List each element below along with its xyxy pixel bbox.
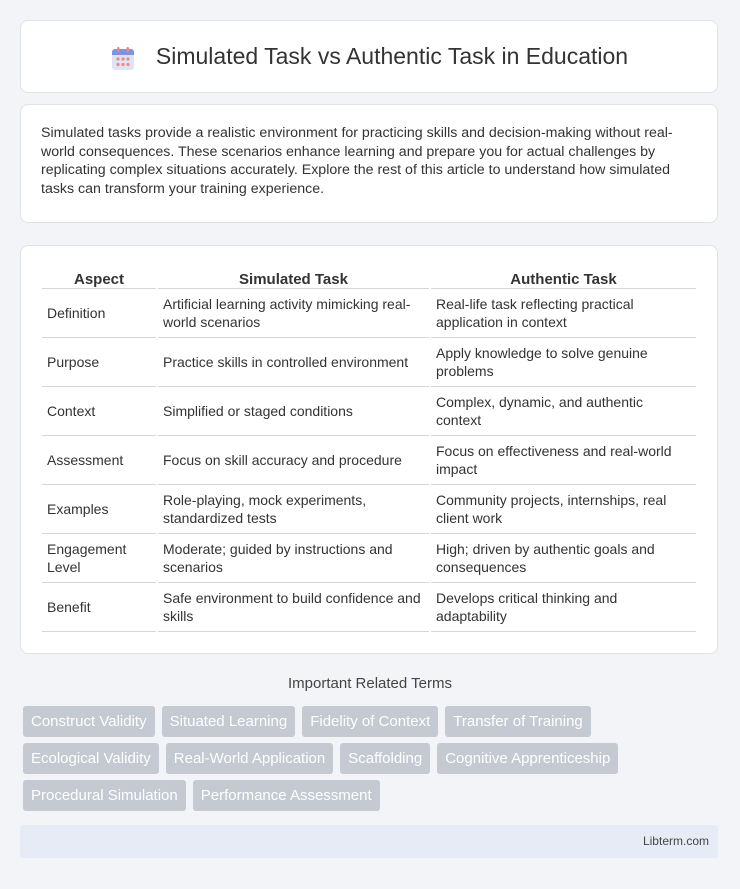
- row-simulated: Practice skills in controlled environment: [158, 338, 429, 387]
- table-row: [42, 534, 696, 583]
- row-simulated: Safe environment to build confidence and skills: [158, 583, 429, 632]
- row-authentic: High; driven by authentic goals and consequences: [431, 534, 696, 583]
- footer-link[interactable]: Libterm.com: [642, 834, 709, 848]
- row-authentic: Community projects, internships, real client work: [431, 485, 696, 534]
- intro-card: [20, 104, 718, 223]
- row-authentic: Complex, dynamic, and authentic context: [431, 387, 696, 436]
- tag-procedural-simulation[interactable]: Procedural Simulation: [23, 780, 186, 811]
- tag-situated-learning[interactable]: Situated Learning: [162, 706, 296, 737]
- intro-text: Simulated tasks provide a realistic environment for practicing skills and decision-making without real-world consequences. These scenarios enhance learning and prepare you for actual challenges by replicating complex situations accurately. Explore the rest of this article to understand how simulated tasks can transform your training experience.: [41, 125, 673, 197]
- row-aspect: Benefit: [42, 583, 156, 632]
- tag-transfer-of-training[interactable]: Transfer of Training: [445, 706, 591, 737]
- row-aspect: Context: [42, 387, 156, 436]
- related-terms-title: Important Related Terms: [288, 675, 452, 692]
- table-header-row: [42, 266, 696, 289]
- table-row: [42, 338, 696, 387]
- row-simulated: Simplified or staged conditions: [158, 387, 429, 436]
- header-simulated-task: Simulated Task: [158, 266, 429, 289]
- related-terms-tags: [23, 706, 723, 817]
- row-authentic: Focus on effectiveness and real-world impact: [431, 436, 696, 485]
- row-simulated: Role-playing, mock experiments, standardized tests: [158, 485, 429, 534]
- tag-performance-assessment[interactable]: Performance Assessment: [193, 780, 380, 811]
- table-row: [42, 436, 696, 485]
- page-title: Simulated Task vs Authentic Task in Education: [155, 43, 629, 69]
- row-simulated: Moderate; guided by instructions and scenarios: [158, 534, 429, 583]
- tag-ecological-validity[interactable]: Ecological Validity: [23, 743, 159, 774]
- calendar-icon: [110, 46, 136, 72]
- footer: [20, 825, 718, 858]
- table-row: [42, 583, 696, 632]
- row-aspect: Examples: [42, 485, 156, 534]
- table-row: [42, 387, 696, 436]
- row-authentic: Develops critical thinking and adaptability: [431, 583, 696, 632]
- row-simulated: Focus on skill accuracy and procedure: [158, 436, 429, 485]
- header-authentic-task: Authentic Task: [431, 266, 696, 289]
- tag-scaffolding[interactable]: Scaffolding: [340, 743, 430, 774]
- tag-real-world-application[interactable]: Real-World Application: [166, 743, 333, 774]
- header-aspect: Aspect: [42, 266, 156, 289]
- tag-fidelity-of-context[interactable]: Fidelity of Context: [302, 706, 438, 737]
- row-authentic: Apply knowledge to solve genuine problems: [431, 338, 696, 387]
- title-card: [20, 20, 718, 93]
- row-aspect: Assessment: [42, 436, 156, 485]
- row-aspect: Engagement Level: [42, 534, 156, 583]
- row-aspect: Purpose: [42, 338, 156, 387]
- comparison-table: [40, 266, 698, 632]
- row-aspect: Definition: [42, 289, 156, 338]
- table-row: [42, 485, 696, 534]
- row-authentic: Real-life task reflecting practical application in context: [431, 289, 696, 338]
- comparison-card: [20, 245, 718, 654]
- row-simulated: Artificial learning activity mimicking real-world scenarios: [158, 289, 429, 338]
- tag-cognitive-apprenticeship[interactable]: Cognitive Apprenticeship: [437, 743, 618, 774]
- table-row: [42, 289, 696, 338]
- tag-construct-validity[interactable]: Construct Validity: [23, 706, 155, 737]
